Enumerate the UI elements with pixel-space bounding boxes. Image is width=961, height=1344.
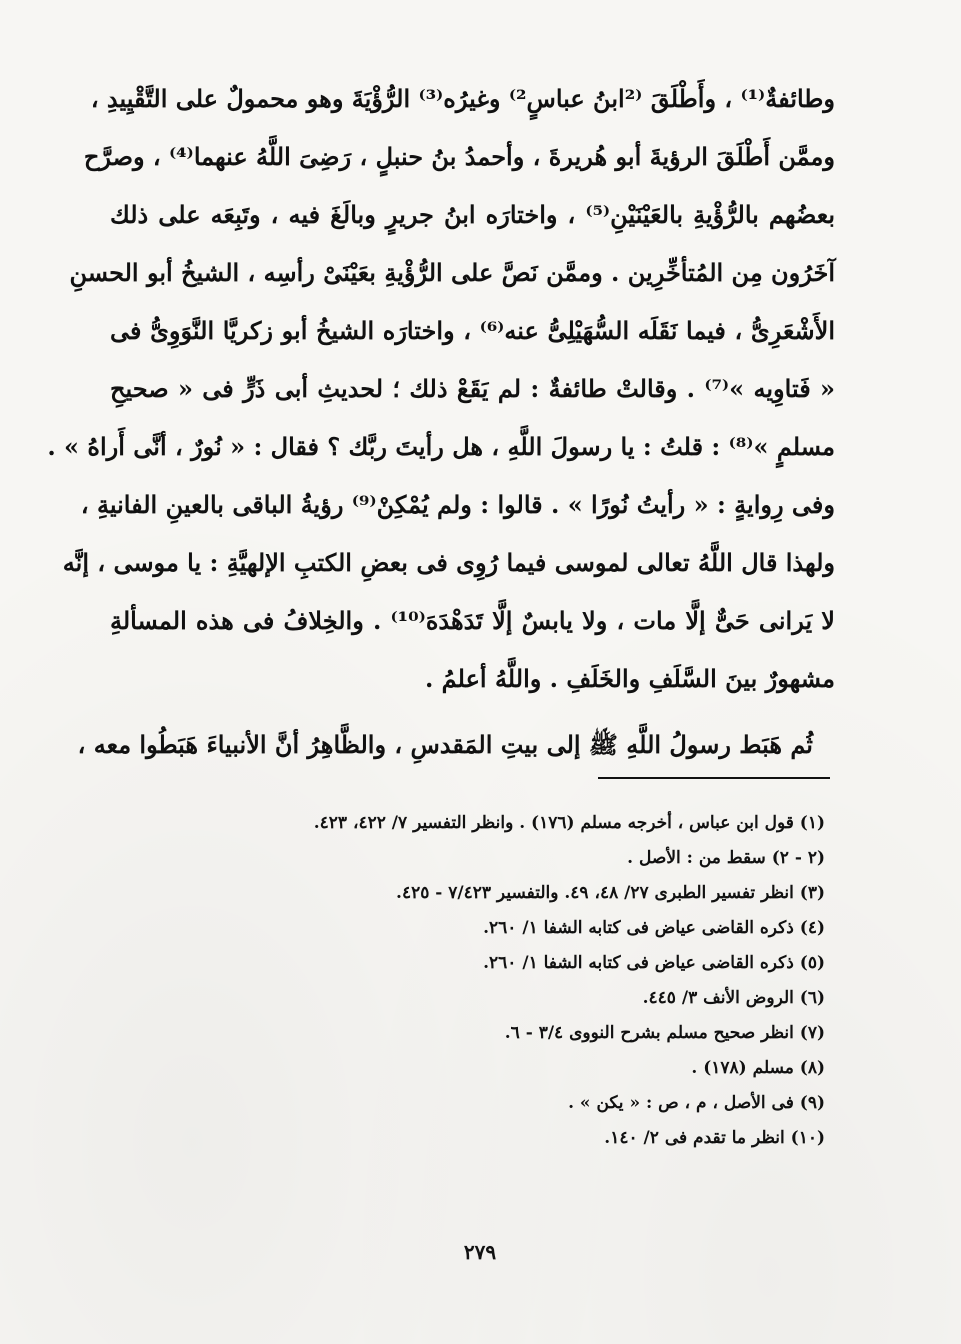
page-number: ٢٧٩ (463, 1240, 497, 1264)
footnote-8: (٨) مسلم (١٧٨) . (691, 1058, 825, 1078)
footnote-4: (٤) ذكره القاضى عياض فى كتابه الشفا ١/ ٢٦٠. (483, 918, 825, 938)
text-line-3: بعضُهم بالرُّؤْيةِ بالعَيْنَيْنِ⁽⁵⁾ ، واختارَه ابنُ جريرٍ وبالَغَ فيه ، وتَبِعَه على ذلك (110, 200, 835, 229)
text-line-11: مشهورٌ بينَ السَّلَفِ والخَلَفِ . واللَّهُ أعلمُ . (424, 664, 835, 693)
text-line-4: آخَرُون مِن المُتأخِّرِين . وممَّن نَصَّ على الرُّؤْيةِ بعَيْنَىْ رأسِه ، الشيخُ أبو الحسنِ (69, 258, 835, 287)
text-line-7: مسلمٍ »⁽⁸⁾ : قلتُ : يا رسولَ اللَّهِ ، هل رأيتَ ربَّك ؟ فقال : « نُورٌ ، أنَّى أَراهُ » . (47, 432, 835, 461)
footnote-7: (٧) انظر صحيح مسلم بشرح النووى ٣/٤ - ٦. (504, 1023, 825, 1043)
footnote-6: (٦) الروض الأنف ٣/ ٤٤٥. (642, 988, 825, 1008)
text-line-8: وفى رِوايةٍ : « رأيتُ نُورًا » . قالوا : ولم يُمْكِنْ⁽⁹⁾ رؤيةُ الباقى بالعينِ الفانيةِ ، (80, 490, 835, 519)
footnotes (185, 806, 825, 1156)
text-line-6: « فَتاوِيه »⁽⁷⁾ . وقالتْ طائفةٌ : لم يَقَعْ ذلك ؛ لحديثِ أبى ذَرٍّ فى « صحيحِ (110, 374, 835, 403)
footnote-10: (١٠) انظر ما تقدم فى ٢/ ١٤٠. (604, 1128, 825, 1148)
footnote-1: (١) قول ابن عباس ، أخرجه مسلم (١٧٦) . وانظر التفسير ٧/ ٤٢٢، ٤٢٣. (313, 813, 825, 833)
footnote-3: (٣) انظر تفسير الطبرى ٢٧/ ٤٨، ٤٩. والتفسير ٧/٤٢٣ - ٤٢٥. (396, 883, 825, 903)
footnote-2: (٢ - ٢) سقط من : الأصل . (627, 848, 825, 868)
text-line-9: ولهذا قال اللَّهُ تعالى لموسى فيما رُوِى فى بعضِ الكتبِ الإلهيَّةِ : يا موسى ، إنَّه (62, 548, 835, 577)
footnote-separator (598, 777, 830, 779)
text-line-2: وممَّن أَطْلَقَ الرؤيةَ أبو هُريرةَ ، وأحمدُ بنُ حنبلٍ ، رَضِىَ اللَّهُ عنهما⁽⁴⁾ ، وصرَّح (83, 142, 835, 171)
footnote-9: (٩) فى الأصل ، م ، ص : « يكن » . (568, 1093, 825, 1113)
text-line-12: ثُم هَبَط رسولُ اللَّهِ ﷺ إلى بيتِ المَقدسِ ، والظَّاهِرُ أنَّ الأنبياءَ هَبَطُوا معه ، (77, 730, 813, 759)
text-line-10: لا يَرانى حَىٌّ إلَّا مات ، ولا يابسٌ إلَّا تَدَهْدَهَ⁽¹⁰⁾ . والخِلافُ فى هذه المسألةِ (110, 606, 835, 635)
footnote-5: (٥) ذكره القاضى عياض فى كتابه الشفا ١/ ٢٦٠. (483, 953, 825, 973)
main-text (47, 70, 835, 774)
text-line-5: الأَشْعَرِىُّ ، فيما نَقَلَه السُّهَيْلِىُّ عنه⁽⁶⁾ ، واختارَه الشيخُ أبو زكريَّا النَّوَوِىُّ فى (110, 316, 835, 345)
text-line-1: وطائفةٌ⁽¹⁾ ، وأَطْلَقَ ⁽²ابنُ عباسٍ²⁾ وغيرُه⁽³⁾ الرُّؤْيَةَ وهو محمولٌ على التَّقْيِيدِ ، (90, 84, 835, 113)
